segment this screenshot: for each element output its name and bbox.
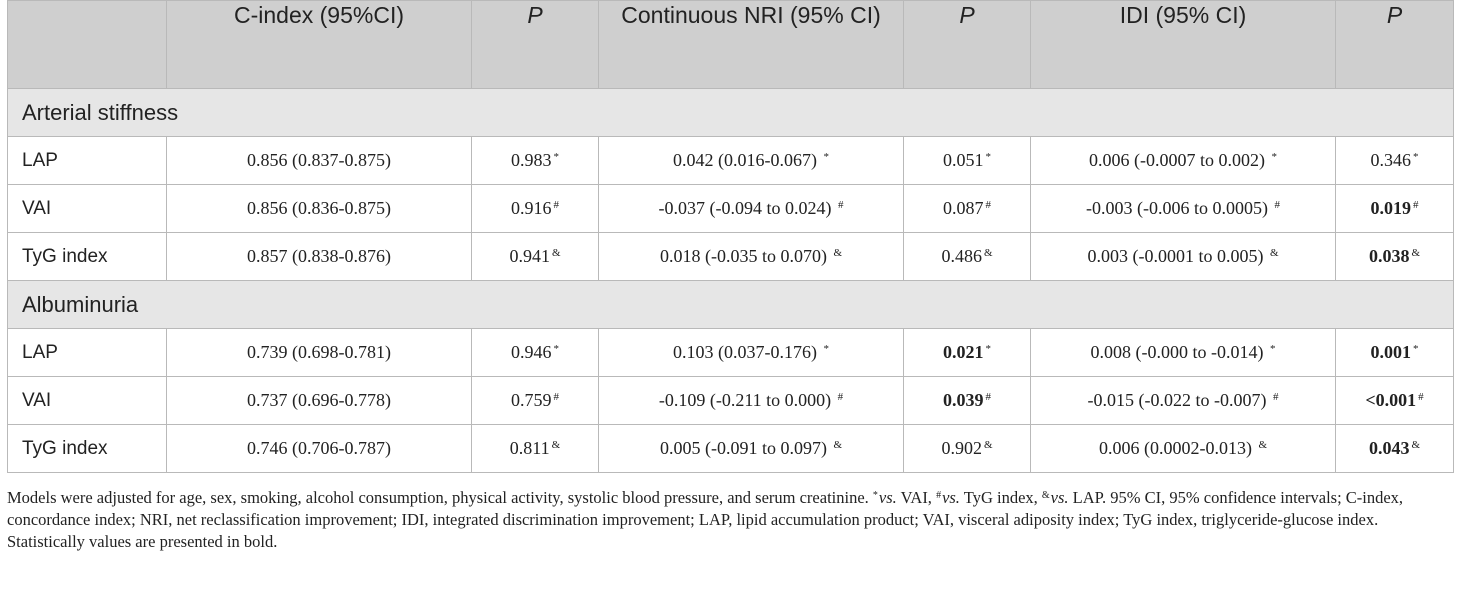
idi-mark: & <box>1269 247 1279 259</box>
p-idi-cell-mark: & <box>1411 439 1421 451</box>
c-index-cell: 0.746 (0.706-0.787) <box>167 425 472 473</box>
p-cindex-cell <box>472 425 599 473</box>
idi-cell <box>1031 329 1336 377</box>
p-nri-cell-value: 0.039 <box>943 390 984 410</box>
section-title: Arterial stiffness <box>8 89 1454 137</box>
p-cindex-cell-mark: # <box>553 391 559 403</box>
p-cindex-cell <box>472 377 599 425</box>
table-header-row <box>8 1 1454 89</box>
nri-mark: & <box>833 439 843 451</box>
nri-cell <box>599 329 904 377</box>
p-nri-cell-mark: * <box>985 343 991 355</box>
p-idi-cell <box>1336 137 1454 185</box>
p-cindex-cell-value: 0.946 <box>511 342 552 362</box>
p-cindex-cell-value: 0.983 <box>511 150 552 170</box>
nri-mark: # <box>837 391 844 403</box>
p-cindex-cell <box>472 233 599 281</box>
idi-value: 0.003 (-0.0001 to 0.005) <box>1087 246 1264 266</box>
p-cindex-cell-mark: & <box>551 439 561 451</box>
nri-mark: * <box>823 343 829 355</box>
idi-cell <box>1031 425 1336 473</box>
p-nri-cell-mark: # <box>985 199 991 211</box>
header-p-idi: P <box>1336 1 1454 89</box>
p-idi-cell-value: 0.019 <box>1370 198 1411 218</box>
p-cindex-cell <box>472 185 599 233</box>
p-idi-cell-value: 0.038 <box>1368 246 1410 266</box>
p-idi-cell <box>1336 233 1454 281</box>
c-index-cell: 0.737 (0.696-0.778) <box>167 377 472 425</box>
c-index-cell: 0.739 (0.698-0.781) <box>167 329 472 377</box>
idi-value: 0.006 (0.0002-0.013) <box>1098 438 1252 458</box>
table-row <box>8 377 1454 425</box>
p-idi-cell-mark: * <box>1413 343 1419 355</box>
section-row <box>8 89 1454 137</box>
table-body <box>8 89 1454 473</box>
idi-mark: # <box>1274 199 1280 211</box>
p-cindex-cell-value: 0.916 <box>511 198 552 218</box>
nri-cell <box>599 233 904 281</box>
p-nri-cell-mark: & <box>983 439 993 451</box>
p-idi-cell <box>1336 329 1454 377</box>
nri-cell <box>599 137 904 185</box>
p-cindex-cell <box>472 137 599 185</box>
p-nri-cell-mark: * <box>985 151 991 163</box>
idi-cell <box>1031 233 1336 281</box>
nri-value: 0.018 (-0.035 to 0.070) <box>659 246 827 266</box>
section-title: Albuminuria <box>8 281 1454 329</box>
row-label: LAP <box>8 137 167 185</box>
p-idi-cell <box>1336 425 1454 473</box>
header-p-cindex: P <box>472 1 599 89</box>
p-nri-cell-value: 0.087 <box>943 198 984 218</box>
table-row <box>8 425 1454 473</box>
table-row <box>8 185 1454 233</box>
header-nri: Continuous NRI (95% CI) <box>599 1 904 89</box>
nri-value: -0.109 (-0.211 to 0.000) <box>658 390 832 410</box>
p-idi-cell-mark: # <box>1418 391 1424 403</box>
p-cindex-cell-value: 0.759 <box>511 390 552 410</box>
table-footnotes <box>7 485 1453 553</box>
nri-value: 0.103 (0.037-0.176) <box>673 342 817 362</box>
p-idi-cell-mark: & <box>1411 247 1421 259</box>
p-cindex-cell-value: 0.811 <box>509 438 550 458</box>
p-idi-cell <box>1336 185 1454 233</box>
nri-value: 0.042 (0.016-0.067) <box>673 150 817 170</box>
p-idi-cell <box>1336 377 1454 425</box>
p-nri-cell-value: 0.051 <box>943 150 984 170</box>
nri-value: 0.005 (-0.091 to 0.097) <box>659 438 827 458</box>
header-c-index: C-index (95%CI) <box>167 1 472 89</box>
idi-value: -0.015 (-0.022 to -0.007) <box>1087 390 1267 410</box>
results-table-container <box>7 0 1453 473</box>
p-nri-cell <box>904 233 1031 281</box>
nri-cell <box>599 425 904 473</box>
p-cindex-cell-value: 0.941 <box>509 246 550 266</box>
c-index-cell: 0.857 (0.838-0.876) <box>167 233 472 281</box>
p-cindex-cell <box>472 329 599 377</box>
nri-mark: * <box>823 151 829 163</box>
p-idi-cell-value: <0.001 <box>1365 390 1417 410</box>
row-label: LAP <box>8 329 167 377</box>
row-label: VAI <box>8 185 167 233</box>
p-nri-cell <box>904 137 1031 185</box>
header-label <box>8 1 167 89</box>
p-cindex-cell-mark: & <box>551 247 561 259</box>
nri-cell <box>599 185 904 233</box>
table-row <box>8 137 1454 185</box>
row-label: TyG index <box>8 233 167 281</box>
p-cindex-cell-mark: * <box>553 343 559 355</box>
idi-mark: & <box>1258 439 1268 451</box>
p-nri-cell-mark: # <box>985 391 991 403</box>
p-idi-cell-mark: # <box>1413 199 1419 211</box>
p-cindex-cell-mark: * <box>553 151 559 163</box>
idi-mark: # <box>1272 391 1279 403</box>
footnote-adjustment: Models were adjusted for age, sex, smoking, alcohol consumption, physical activity, systolic blood pressure, and serum creatinine. *vs. VAI, #vs. TyG index, &vs. LAP. 95% CI, 95% confidence intervals; C-index, concordance index; NRI, net reclassification improvement; IDI, integrated discrimination improvement; LAP, lipid accumulation product; VAI, visceral adiposity index; TyG index, triglyceride-glucose index. <box>7 488 1404 529</box>
row-label: TyG index <box>8 425 167 473</box>
p-nri-cell <box>904 425 1031 473</box>
footnote-bold: Statistically values are presented in bold. <box>7 532 278 551</box>
idi-mark: * <box>1269 343 1276 355</box>
nri-mark: & <box>833 247 843 259</box>
idi-cell <box>1031 377 1336 425</box>
p-nri-cell <box>904 329 1031 377</box>
results-table <box>7 0 1454 473</box>
idi-mark: * <box>1271 151 1277 163</box>
row-label: VAI <box>8 377 167 425</box>
section-row <box>8 281 1454 329</box>
p-nri-cell-mark: & <box>983 247 993 259</box>
p-nri-cell <box>904 185 1031 233</box>
table-row <box>8 329 1454 377</box>
p-nri-cell-value: 0.486 <box>941 246 982 266</box>
idi-value: 0.008 (-0.000 to -0.014) <box>1090 342 1264 362</box>
c-index-cell: 0.856 (0.837-0.875) <box>167 137 472 185</box>
p-idi-cell-value: 0.001 <box>1370 342 1411 362</box>
nri-value: -0.037 (-0.094 to 0.024) <box>658 198 832 218</box>
idi-value: 0.006 (-0.0007 to 0.002) <box>1089 150 1265 170</box>
nri-mark: # <box>837 199 844 211</box>
idi-cell <box>1031 137 1336 185</box>
p-idi-cell-mark: * <box>1413 151 1419 163</box>
idi-value: -0.003 (-0.006 to 0.0005) <box>1086 198 1268 218</box>
p-idi-cell-value: 0.346 <box>1370 150 1411 170</box>
p-nri-cell <box>904 377 1031 425</box>
p-nri-cell-value: 0.902 <box>941 438 982 458</box>
header-idi: IDI (95% CI) <box>1031 1 1336 89</box>
p-nri-cell-value: 0.021 <box>943 342 984 362</box>
p-cindex-cell-mark: # <box>553 199 559 211</box>
table-row <box>8 233 1454 281</box>
p-idi-cell-value: 0.043 <box>1368 438 1410 458</box>
idi-cell <box>1031 185 1336 233</box>
header-p-nri: P <box>904 1 1031 89</box>
nri-cell <box>599 377 904 425</box>
c-index-cell: 0.856 (0.836-0.875) <box>167 185 472 233</box>
